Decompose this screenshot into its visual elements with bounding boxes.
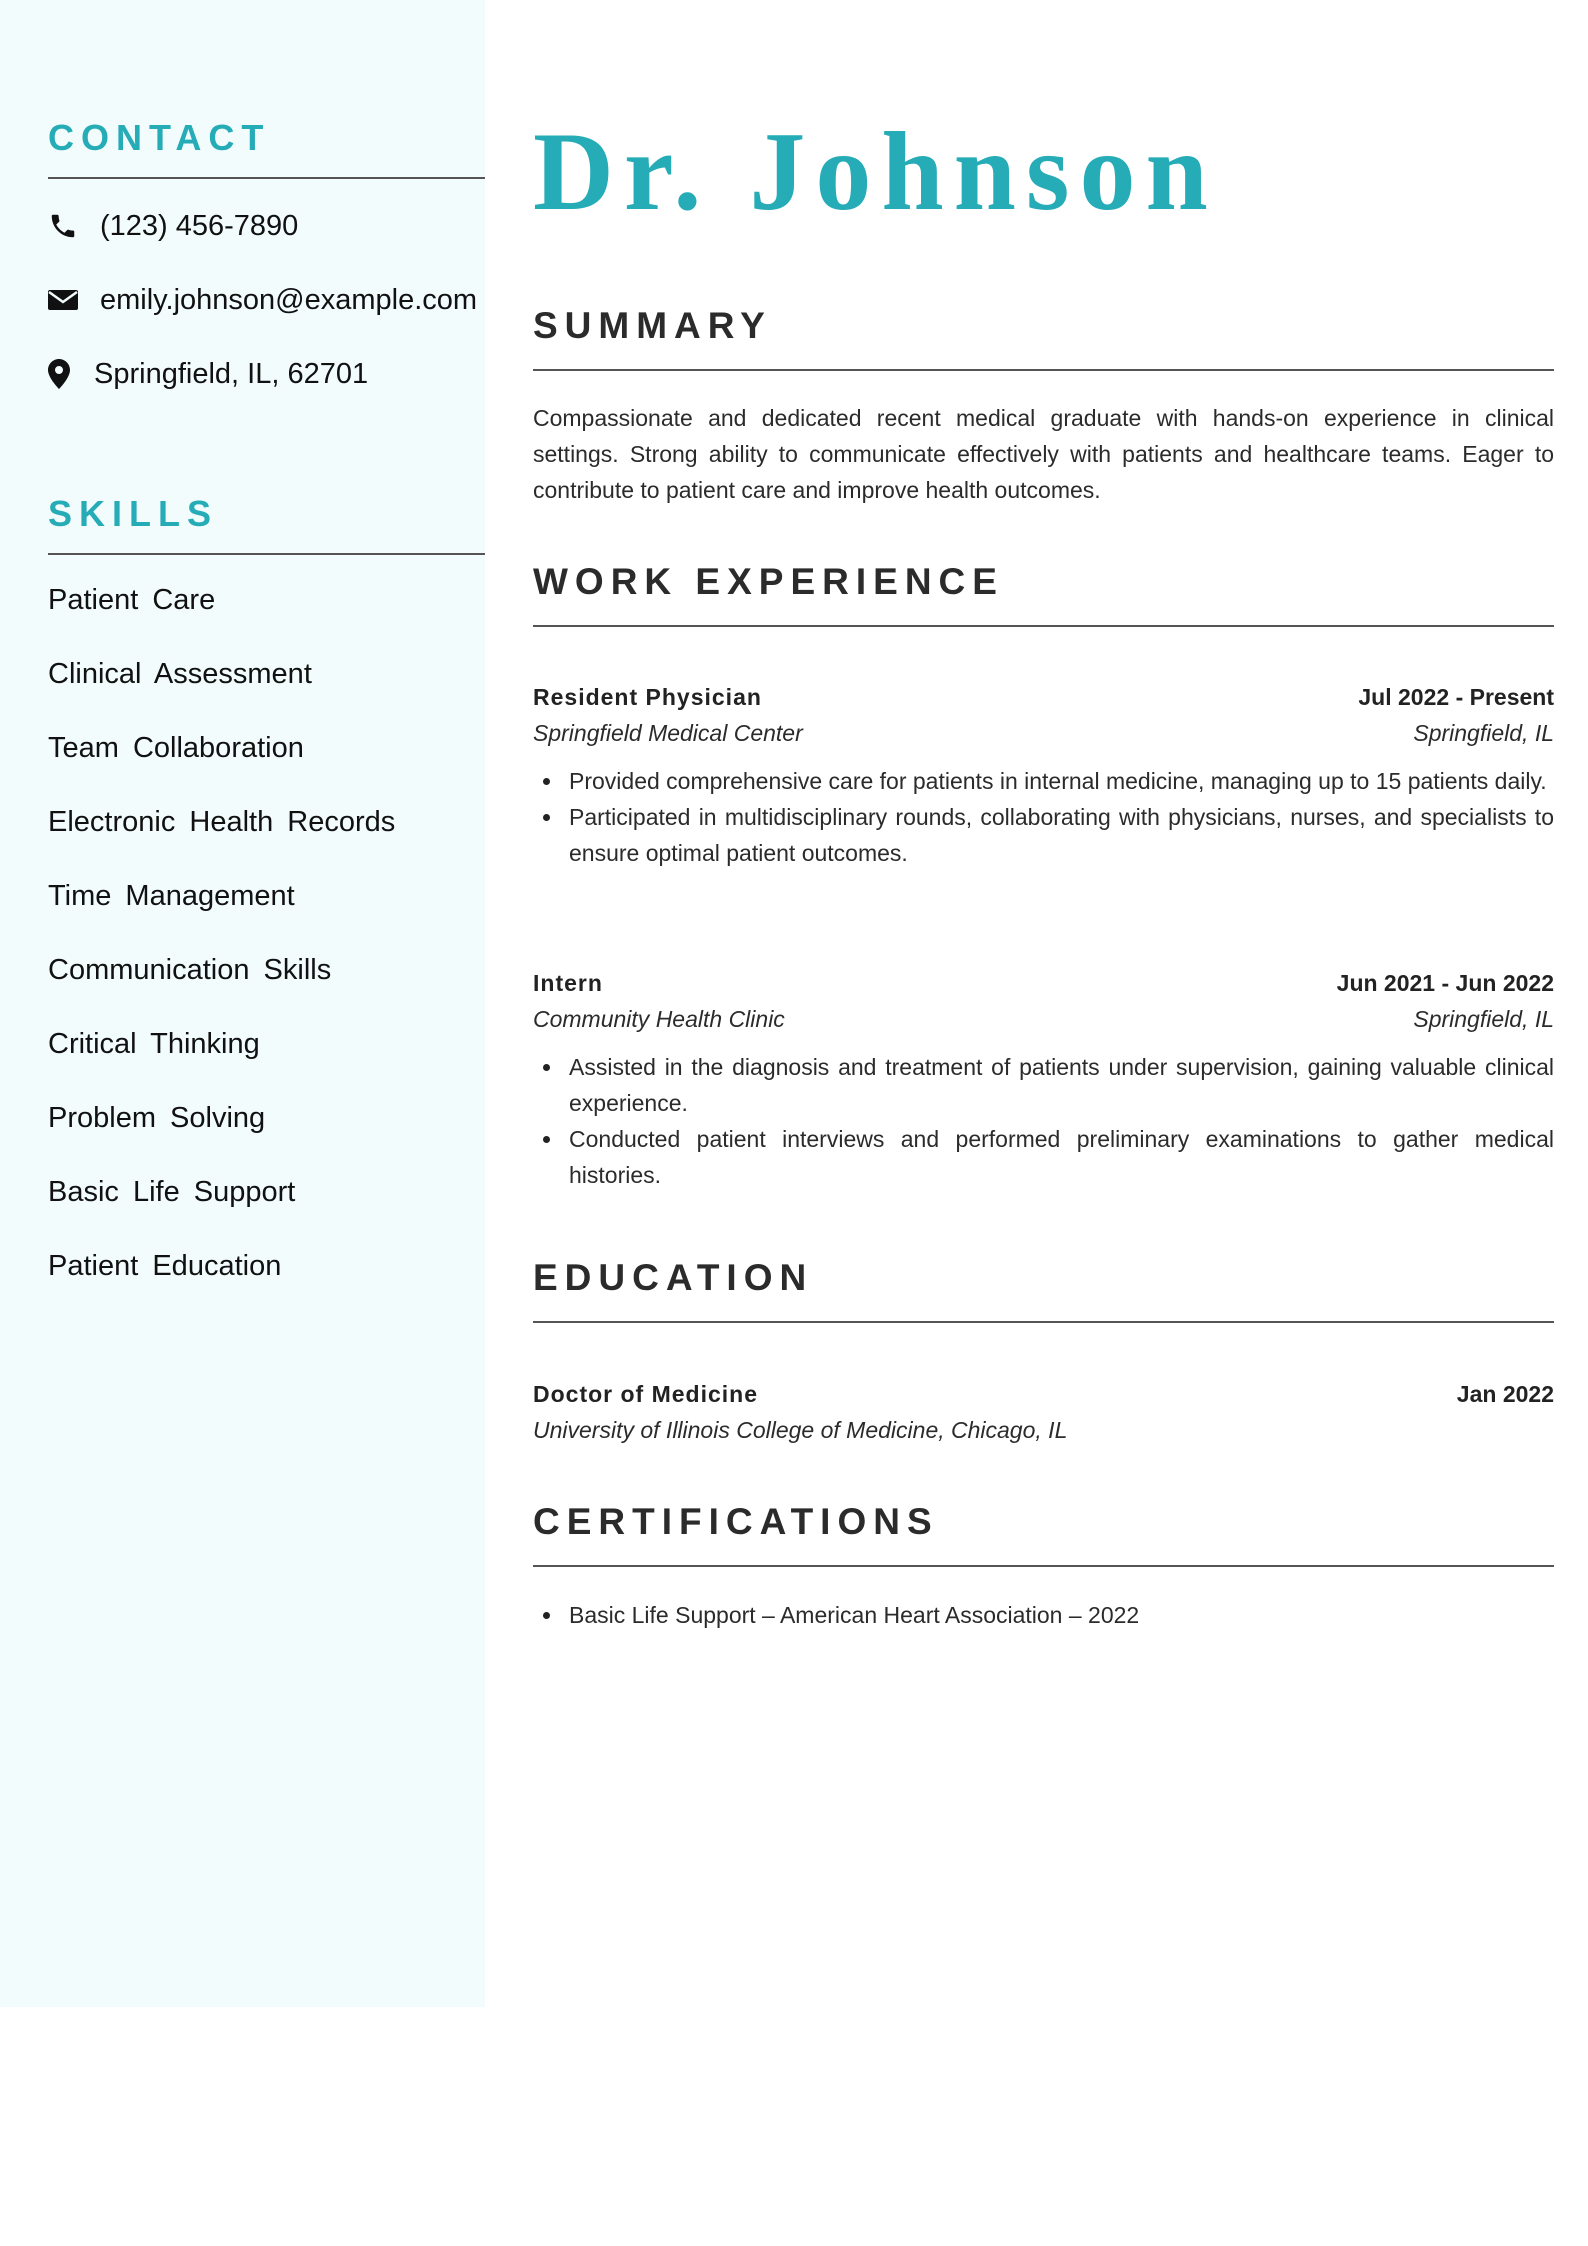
skill-item: Problem Solving xyxy=(48,1102,266,1134)
sidebar xyxy=(0,0,485,2007)
map-pin-icon xyxy=(48,358,94,390)
job-bullets xyxy=(533,763,1554,871)
job-location: Springfield, IL xyxy=(1413,1006,1554,1032)
education-date: Jan 2022 xyxy=(1456,1381,1554,1407)
job-bullet: Provided comprehensive care for patients in internal medicine, managing up to 15 patients daily. xyxy=(533,763,1554,799)
degree: Doctor of Medicine xyxy=(533,1381,759,1407)
job-title: Intern xyxy=(533,970,603,996)
job-entry xyxy=(533,679,1554,871)
education-heading: EDUCATION xyxy=(533,1257,1554,1323)
job-title: Resident Physician xyxy=(533,684,762,710)
job-dates: Jul 2022 - Present xyxy=(1358,684,1554,710)
location-text: Springfield, IL, 62701 xyxy=(94,357,369,390)
skills-heading: SKILLS xyxy=(48,493,485,555)
email-text: emily.johnson@example.com xyxy=(100,283,478,316)
skills-section xyxy=(48,493,485,1303)
summary-text: Compassionate and dedicated recent medical graduate with hands-on experience in clinical settings. Strong ability to communicate effectively with patients and healthcare teams. Eager to contribute to patient care and improve health outcomes. xyxy=(533,405,1554,503)
certification-item: Basic Life Support – American Heart Association – 2022 xyxy=(533,1597,1554,1633)
skills-list xyxy=(48,563,485,1303)
job-organization: Springfield Medical Center xyxy=(533,720,803,746)
phone-icon xyxy=(48,210,100,242)
contact-location xyxy=(48,337,485,411)
skill-item: Basic Life Support xyxy=(48,1176,296,1208)
skill-item: Critical Thinking xyxy=(48,1028,260,1060)
contact-section xyxy=(48,117,485,411)
skill-item: Team Collaboration xyxy=(48,732,304,764)
job-dates: Jun 2021 - Jun 2022 xyxy=(1336,970,1554,996)
contact-heading: CONTACT xyxy=(48,117,485,179)
certifications-heading: CERTIFICATIONS xyxy=(533,1501,1554,1567)
candidate-name: Dr. Johnson xyxy=(533,110,1218,234)
envelope-icon xyxy=(48,284,100,316)
job-entry xyxy=(533,965,1554,1193)
skill-item: Patient Education xyxy=(48,1250,282,1282)
skill-item: Patient Care xyxy=(48,584,216,616)
skill-item: Clinical Assessment xyxy=(48,658,312,690)
job-bullet: Participated in multidisciplinary rounds, collaborating with physicians, nurses, and specialists to ensure optimal patient outcomes. xyxy=(533,799,1554,871)
job-bullets xyxy=(533,1049,1554,1193)
school: University of Illinois College of Medicine, Chicago, IL xyxy=(533,1417,1068,1443)
experience-heading: WORK EXPERIENCE xyxy=(533,561,1554,627)
phone-text: (123) 456-7890 xyxy=(100,209,299,242)
skill-item: Electronic Health Records xyxy=(48,806,396,838)
skill-item: Communication Skills xyxy=(48,954,332,986)
contact-phone xyxy=(48,189,485,263)
education-entry xyxy=(533,1376,1554,1448)
skill-item: Time Management xyxy=(48,880,295,912)
contact-email xyxy=(48,263,485,337)
job-bullet: Assisted in the diagnosis and treatment of patients under supervision, gaining valuable clinical experience. xyxy=(533,1049,1554,1121)
job-organization: Community Health Clinic xyxy=(533,1006,785,1032)
summary-heading: SUMMARY xyxy=(533,305,1554,371)
job-location: Springfield, IL xyxy=(1413,720,1554,746)
job-bullet: Conducted patient interviews and performed preliminary examinations to gather medical histories. xyxy=(533,1121,1554,1193)
certifications-list xyxy=(533,1597,1554,1633)
